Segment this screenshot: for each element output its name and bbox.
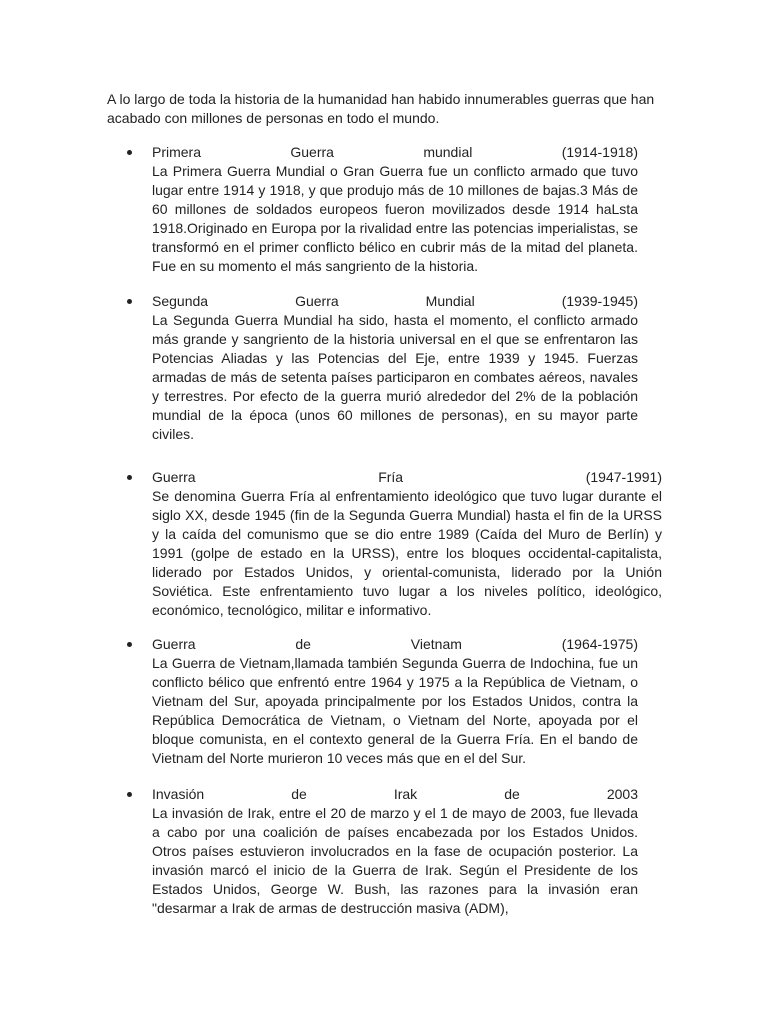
war-heading (152, 635, 638, 654)
heading-word: Guerra (290, 144, 334, 160)
heading-word: de (295, 636, 311, 652)
intro-paragraph: A lo largo de toda la historia de la humanidad han habido innumerables guerras que han acabado con millones de personas en todo el mundo. (107, 91, 655, 126)
heading-word: de (504, 786, 520, 802)
war-description: Se denomina Guerra Fría al enfrentamiento ideológico que tuvo lugar durante el siglo XX, desde 1945 (fin de la Segunda Guerra Mundial) hasta el fin de la URSS y la caída del comunismo que se dio entre 1989 (Caída del Muro de Berlín) y 1991 (golpe de estado en la URSS), entre los bloques occidental-capitalista, liderado por Estados Unidos, y oriental-comunista, liderado por la Unión Soviética. Este enfrentamiento tuvo lugar a los niveles político, ideológico, económico, tecnológico, militar e informativo. (152, 488, 662, 618)
bullet-icon (127, 150, 132, 155)
heading-word: de (291, 786, 307, 802)
war-description: La invasión de Irak, entre el 20 de marzo y el 1 de mayo de 2003, fue llevada a cabo por una coalición de países encabezada por los Estados Unidos. Otros países estuvieron involucrados en la fase de ocupación posterior. La invasión marcó el inicio de la Guerra de Irak. Según el Presidente de los Estados Unidos, George W. Bush, las razones para la invasión eran "desarmar a Irak de armas de destrucción masiva (ADM), (152, 805, 638, 916)
heading-years: (1964-1975) (561, 636, 638, 652)
bullet-icon (127, 642, 132, 647)
bullet-icon (127, 475, 132, 480)
war-content (152, 143, 638, 276)
war-description: La Primera Guerra Mundial o Gran Guerra fue un conflicto armado que tuvo lugar entre 1914 y 1918, y que produjo más de 10 millones de bajas.3 Más de 60 millones de soldados europeos fueron movilizados desde 1914 haLsta 1918.Originado en Europa por la rivalidad entre las potencias imperialistas, se transformó en el primer conflicto bélico en cubrir más de la mitad del planeta. Fue en su momento el más sangriento de la historia. (152, 163, 638, 274)
heading-word: Segunda (152, 293, 209, 309)
heading-years: (1947-1991) (585, 469, 662, 485)
heading-years: 2003 (606, 786, 638, 802)
heading-years: (1914-1918) (561, 144, 638, 160)
war-content (152, 468, 662, 620)
heading-word: Guerra (295, 293, 339, 309)
heading-word: Mundial (425, 293, 475, 309)
war-heading (152, 468, 662, 487)
heading-word: mundial (423, 144, 473, 160)
bullet-icon (127, 299, 132, 304)
bullet-icon (127, 792, 132, 797)
heading-word: Vietnam (410, 636, 462, 652)
war-content (152, 292, 638, 444)
heading-word: Guerra (152, 469, 196, 485)
war-heading (152, 292, 638, 311)
war-description: La Segunda Guerra Mundial ha sido, hasta el momento, el conflicto armado más grande y sangriento de la historia universal en el que se enfrentaron las Potencias Aliadas y las Potencias del Eje, entre 1939 y 1945. Fuerzas armadas de más de setenta países participaron en combates aéreos, navales y terrestres. Por efecto de la guerra murió alrededor del 2% de la población mundial de la época (unos 60 millones de personas), en su mayor parte civiles. (152, 312, 638, 442)
war-heading (152, 785, 638, 804)
war-content (152, 785, 638, 918)
heading-word: Guerra (152, 636, 196, 652)
heading-word: Primera (152, 144, 202, 160)
heading-word: Fría (378, 469, 404, 485)
war-heading (152, 143, 638, 162)
heading-years: (1939-1945) (561, 293, 638, 309)
war-content (152, 635, 638, 768)
war-description: La Guerra de Vietnam,llamada también Segunda Guerra de Indochina, fue un conflicto bélico que enfrentó entre 1964 y 1975 a la República de Vietnam, o Vietnam del Sur, apoyada principalmente por los Estados Unidos, contra la República Democrática de Vietnam, o Vietnam del Norte, apoyada por el bloque comunista, en el contexto general de la Guerra Fría. En el bando de Vietnam del Norte murieron 10 veces más que en el del Sur. (152, 655, 638, 766)
heading-word: Irak (393, 786, 418, 802)
heading-word: Invasión (152, 786, 205, 802)
